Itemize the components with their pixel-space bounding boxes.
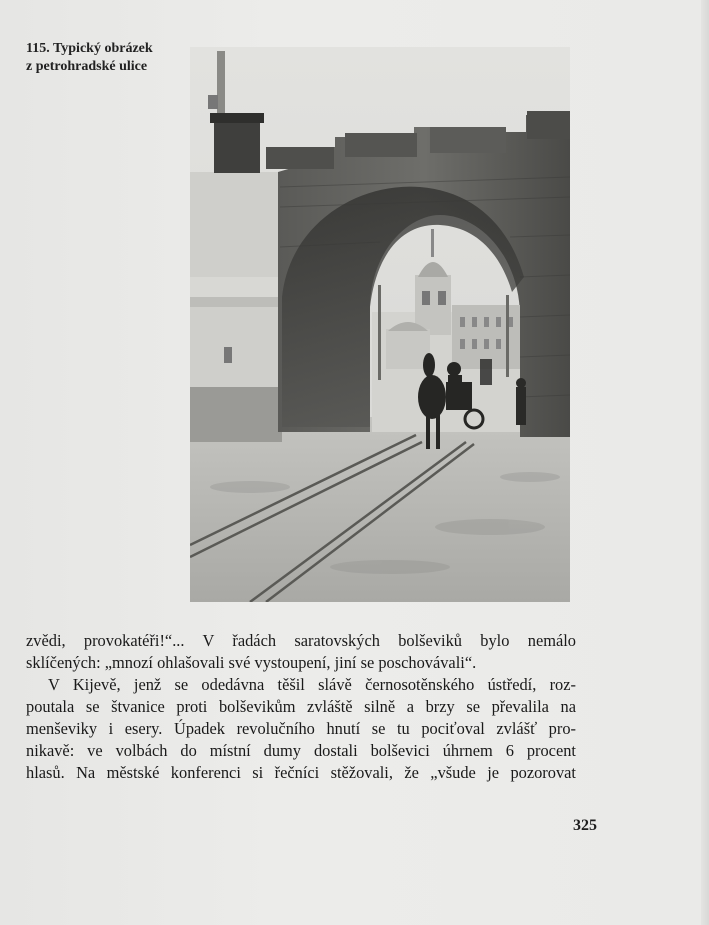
page-number: 325: [573, 817, 597, 834]
page-edge: [701, 0, 709, 925]
caption-line: z petrohradské ulice: [26, 59, 148, 74]
text-line: V Kijevě, jenž se odedávna těšil slávě černosotěnského ústředí, roz-: [48, 675, 576, 694]
text-line: menševiky i esery. Úpadek revolučního hnutí se tu pociťoval zvlášť pro-: [26, 719, 576, 738]
body-text: [26, 630, 576, 784]
figure-caption: [26, 40, 186, 76]
text-line: nikavě: ve volbách do místní dumy dostali bolševici úhrnem 6 procent: [26, 741, 576, 760]
text-line: zvědi, provokatéři!“... V řadách saratovských bolševiků bylo nemálo: [26, 631, 576, 650]
photo-illustration: [190, 47, 570, 602]
caption-line: 115. Typický obrázek: [26, 41, 153, 56]
text-line: hlasů. Na městské konferenci si řečníci stěžovali, že „všude je pozorovat: [26, 763, 576, 782]
street-scene-photo: [190, 47, 570, 602]
text-line: poutala se štvanice proti bolševikům zvláště silně a brzy se převalila na: [26, 697, 576, 716]
text-line: sklíčených: „mnozí ohlašovali své vystoupení, jiní se poschovávali“.: [26, 653, 477, 672]
